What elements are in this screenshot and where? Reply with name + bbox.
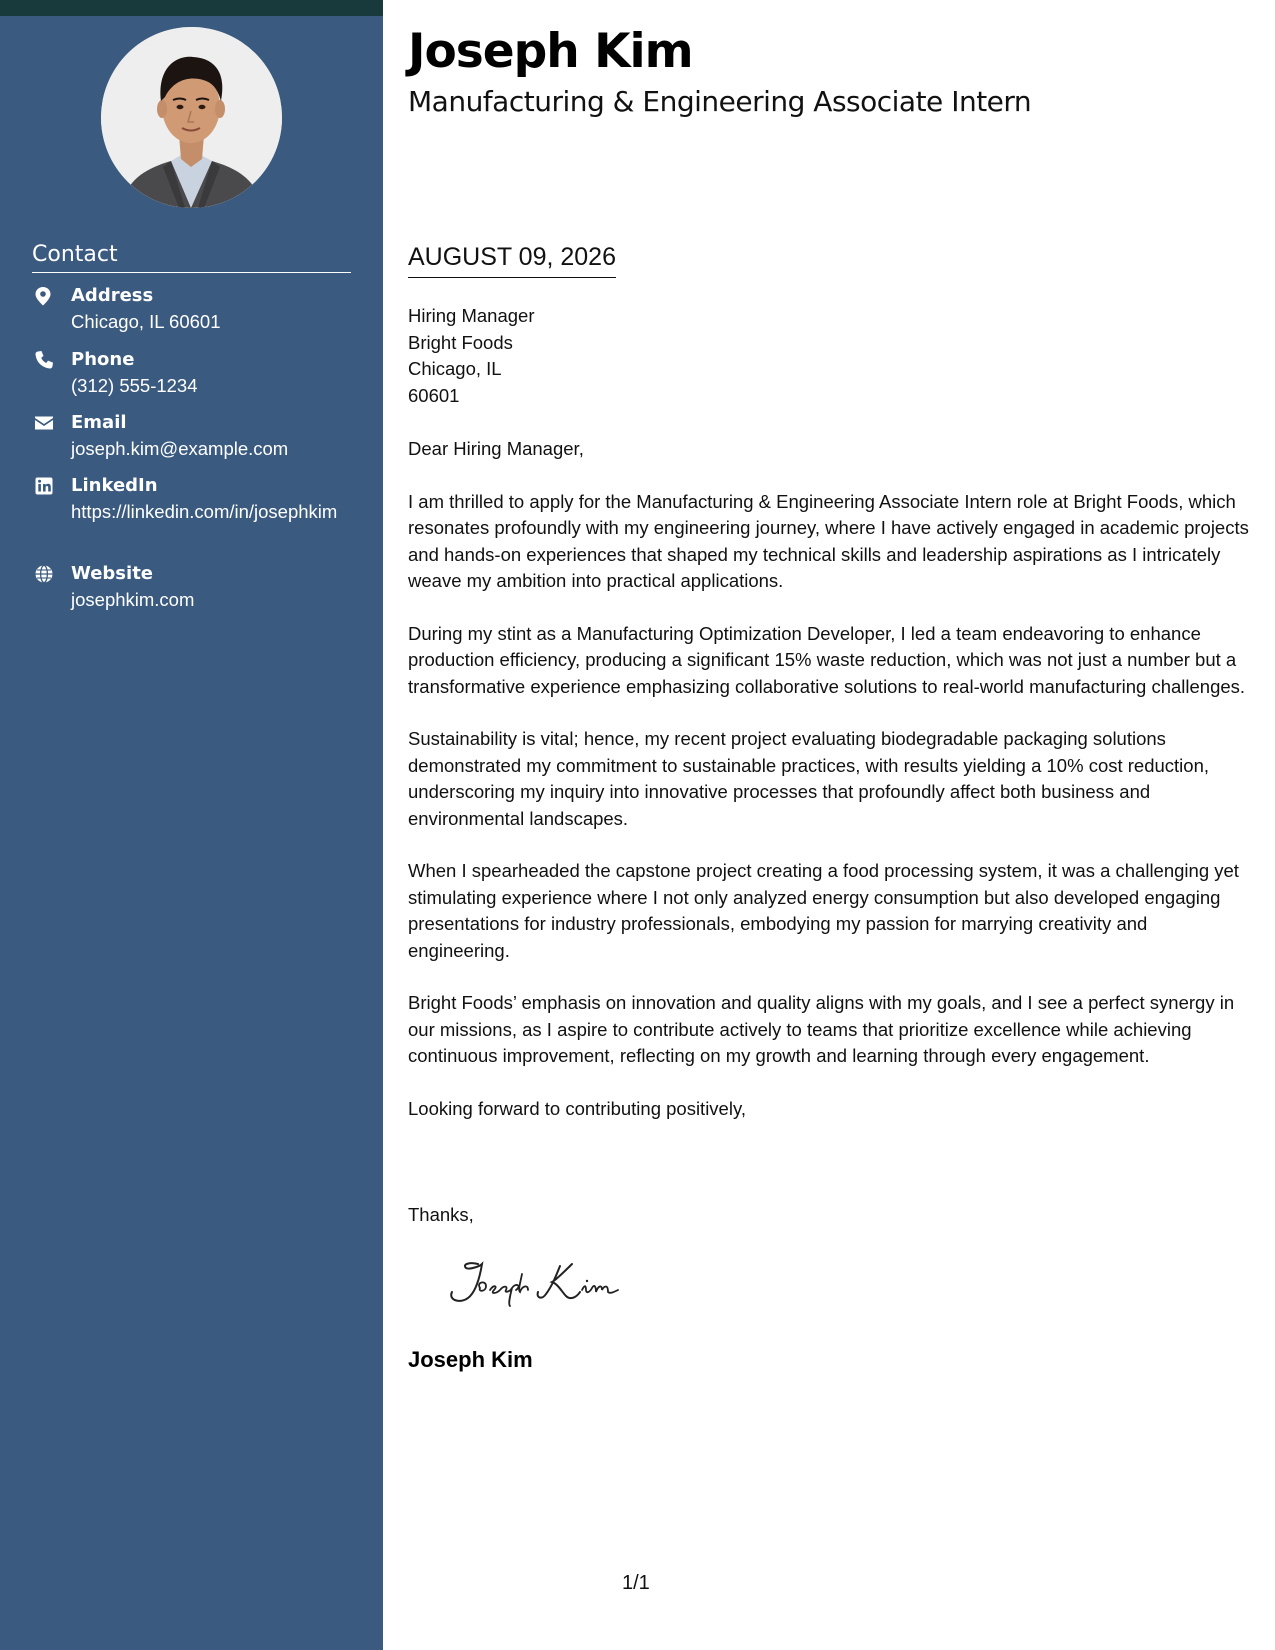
contact-value-address: Chicago, IL 60601 <box>71 311 221 332</box>
sidebar-top-bar <box>0 0 383 16</box>
contact-label-address: Address <box>71 285 154 306</box>
candidate-role: Manufacturing & Engineering Associate Intern <box>408 85 1032 118</box>
salutation: Dear Hiring Manager, <box>408 438 584 459</box>
phone-icon <box>34 350 54 370</box>
page-number: 1/1 <box>622 1572 650 1594</box>
letter-paragraph: During my stint as a Manufacturing Optimization Developer, I led a team endeavoring to enhance production efficiency, producing a significant 15% waste reduction, which was not just a number but a transformative experience emphasizing collaborative solutions to real-world manufacturing challenges. <box>408 622 1246 697</box>
handwritten-signature <box>440 1252 640 1312</box>
closing: Thanks, <box>408 1204 474 1225</box>
letter-paragraph: Bright Foods’ emphasis on innovation and quality aligns with my goals, and I see a perfect synergy in our missions, as I aspire to contribute actively to teams that prioritize excellence while achieving continuous improvement, reflecting on my growth and learning through every engagement. <box>408 992 1235 1067</box>
contact-value-phone: (312) 555-1234 <box>71 375 198 396</box>
letter-paragraph: Looking forward to contributing positively, <box>408 1098 746 1120</box>
recipient-line: Bright Foods <box>408 331 513 353</box>
contact-label-email: Email <box>71 412 127 433</box>
contact-label-phone: Phone <box>71 349 135 370</box>
envelope-icon <box>34 413 54 433</box>
recipient-line: Hiring Manager <box>408 305 535 326</box>
globe-icon <box>34 564 54 584</box>
letter-paragraph: When I spearheaded the capstone project creating a food processing system, it was a challenging yet stimulating experience where I not only analyzed energy consumption but also developed engaging presentations for industry professionals, embodying my passion for marrying creativity and engineering. <box>408 860 1239 961</box>
contact-label-website: Website <box>71 563 154 584</box>
letter-date: AUGUST 09, 2026 <box>408 241 616 278</box>
sidebar <box>0 0 383 1650</box>
contact-value-email: joseph.kim@example.com <box>71 438 289 459</box>
signed-name: Joseph Kim <box>408 1347 533 1372</box>
avatar <box>101 27 282 208</box>
letter-body <box>408 436 1254 1149</box>
linkedin-icon <box>34 476 54 496</box>
contact-value-linkedin[interactable]: https://linkedin.com/in/josephkim <box>71 501 338 522</box>
letter-paragraph: Sustainability is vital; hence, my recent project evaluating biodegradable packaging solutions demonstrated my commitment to sustainable practices, with results yielding a 10% cost reduction, underscoring my inquiry into innovative processes that profoundly affect both business and environmental landscapes. <box>408 728 1210 829</box>
letter-paragraph: I am thrilled to apply for the Manufacturing & Engineering Associate Intern role at Bright Foods, which resonates profoundly with my engineering journey, where I have actively engaged in academic projects and hands-on experiences that shaped my technical skills and leadership aspirations as I intricately weave my ambition into practical applications. <box>408 490 1249 592</box>
contact-heading: Contact <box>32 241 351 273</box>
recipient-line: 60601 <box>408 384 460 406</box>
contact-value-website[interactable]: josephkim.com <box>71 589 195 610</box>
map-pin-icon <box>34 286 54 306</box>
recipient-line: Chicago, IL <box>408 358 502 379</box>
contact-label-linkedin: LinkedIn <box>71 475 158 496</box>
recipient-block <box>408 303 534 409</box>
candidate-name: Joseph Kim <box>408 24 693 79</box>
